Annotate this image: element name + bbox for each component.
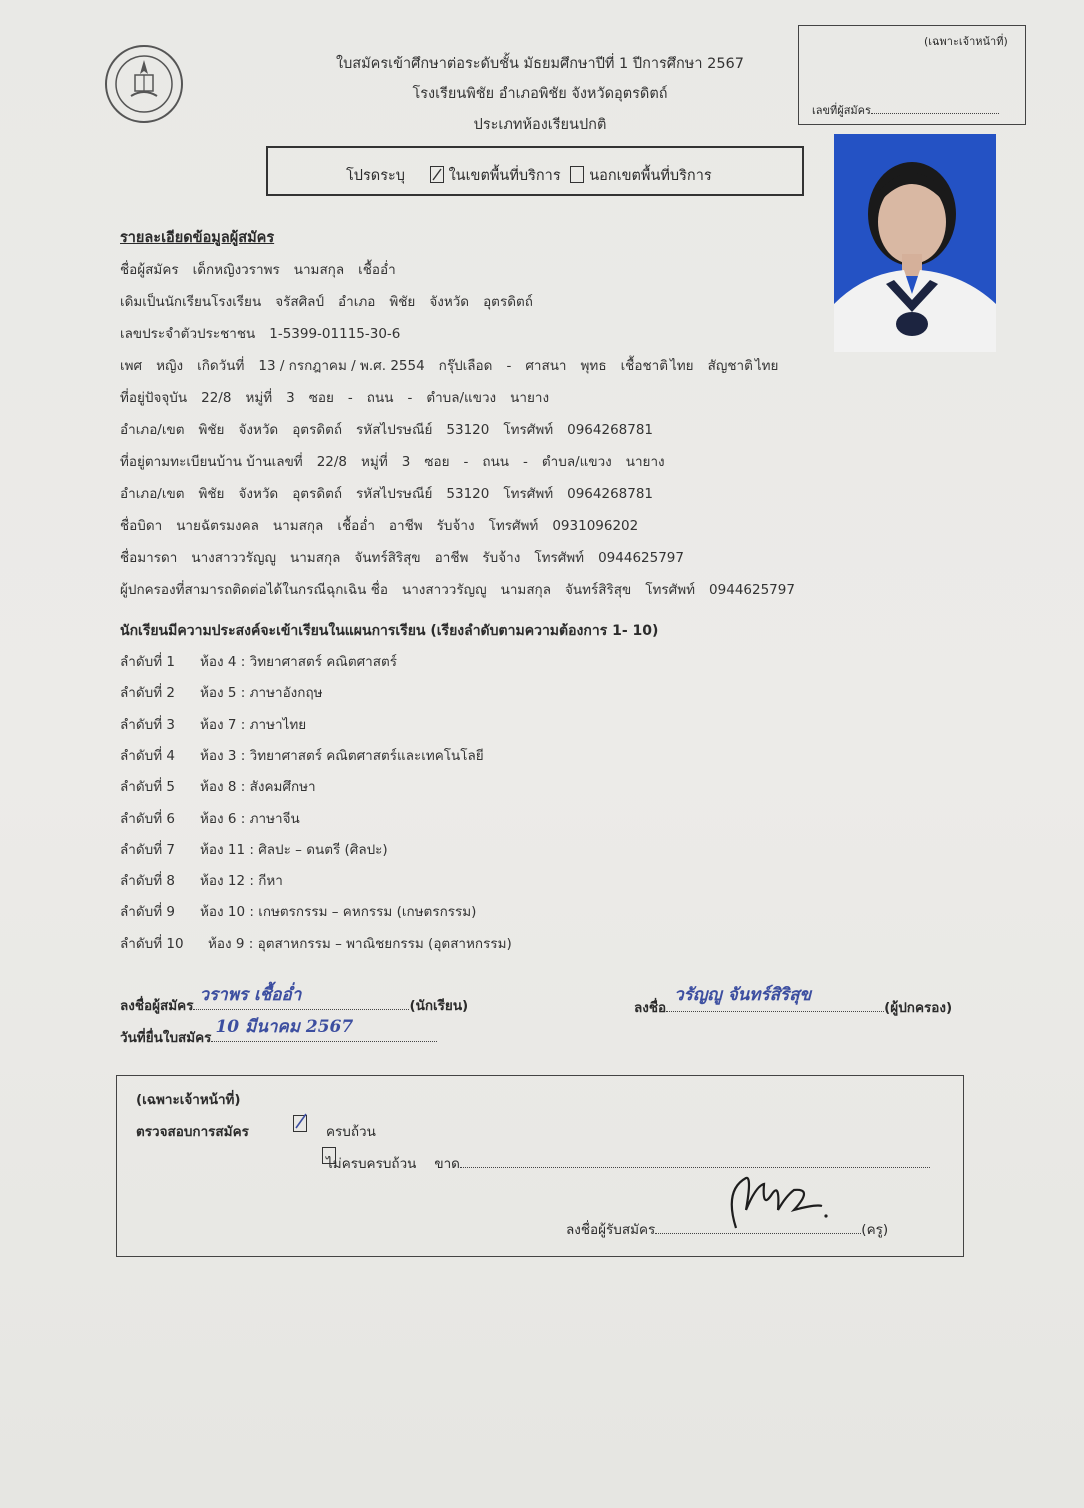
receiver-signature-scribble (716, 1170, 836, 1234)
applicant-number-field[interactable]: เลขที่ผู้สมัคร (812, 101, 999, 119)
plan-choice-item (120, 681, 323, 703)
plan-choice-rank: ลำดับที่ 10 (120, 935, 184, 952)
zone-label: โปรดระบุ (346, 168, 405, 184)
name-row: ชื่อผู้สมัคร เด็กหญิงวราพร นามสกุล เชื้ออ่ำ (120, 262, 396, 278)
complete-checkbox[interactable] (293, 1115, 307, 1132)
plan-choice-room: ห้อง 10 : เกษตรกรรม – คหกรรม (เกษตรกรรม) (200, 904, 477, 921)
plan-choice-rank: ลำดับที่ 8 (120, 873, 175, 890)
plan-choice-rank: ลำดับที่ 3 (120, 716, 175, 733)
zone-out-checkbox[interactable] (570, 166, 584, 183)
plan-choice-item (120, 900, 476, 922)
school-seal-icon (104, 44, 184, 124)
zone-selection (346, 164, 712, 187)
plan-choice-rank: ลำดับที่ 9 (120, 904, 175, 921)
plan-choice-item (120, 838, 388, 860)
plan-choice-item (120, 869, 283, 891)
staff-title: (เฉพาะเจ้าหน้าที่) (136, 1092, 241, 1108)
complete-label: ครบถ้วน (326, 1124, 376, 1140)
plan-choice-room: ห้อง 7 : ภาษาไทย (200, 716, 307, 733)
plan-choice-room: ห้อง 9 : อุตสาหกรรม – พาณิชยกรรม (อุตสาหกรรม) (208, 935, 512, 952)
id-row: เลขประจำตัวประชาชน 1-5399-01115-30-6 (120, 326, 401, 342)
zone-in-label: ในเขตพื้นที่บริการ (448, 168, 561, 184)
plan-choice-item (120, 650, 397, 672)
registered-address-row: ที่อยู่ตามทะเบียนบ้าน บ้านเลขที่ 22/8 หมู่ที่ 3 ซอย - ถนน - ตำบล/แขวง นายาง (120, 454, 665, 470)
applicant-signature-row: ลงชื่อผู้สมัคร วราพร เชื้ออ่ำ (นักเรียน) (120, 994, 468, 1016)
school-row: เดิมเป็นนักเรียนโรงเรียน จรัสศิลป์ อำเภอ พิชัย จังหวัด อุตรดิตถ์ (120, 294, 533, 310)
mother-row: ชื่อมารดา นางสาววรัญญู นามสกุล จันทร์สิริสุข อาชีพ รับจ้าง โทรศัพท์ 0944625797 (120, 550, 684, 566)
plan-choice-item (120, 775, 316, 797)
office-use-note: (เฉพาะเจ้าหน้าที่) (924, 35, 1008, 48)
plan-choice-room: ห้อง 6 : ภาษาจีน (200, 810, 300, 827)
applicant-section-title: รายละเอียดข้อมูลผู้สมัคร (120, 230, 275, 246)
check-label: ตรวจสอบการสมัคร (136, 1124, 249, 1140)
plan-choice-rank: ลำดับที่ 4 (120, 747, 175, 764)
submission-date: 10 มีนาคม 2567 (215, 1017, 354, 1037)
registered-address-row-2: อำเภอ/เขต พิชัย จังหวัด อุตรดิตถ์ รหัสไปรษณีย์ 53120 โทรศัพท์ 0964268781 (120, 486, 654, 502)
zone-out-label: นอกเขตพื้นที่บริการ (589, 168, 712, 184)
personal-row: เพศ หญิง เกิดวันที่ 13 / กรกฎาคม / พ.ศ. 2554 กรุ๊ปเลือด - ศาสนา พุทธ เชื้อชาติ ไทย สัญชาติ ไทย (120, 358, 779, 374)
plan-choice-room: ห้อง 5 : ภาษาอังกฤษ (200, 685, 323, 702)
plan-choice-item (120, 807, 300, 829)
plan-choice-item (120, 932, 512, 954)
incomplete-row: ไม่ครบครบถ้วน ขาด (326, 1152, 930, 1174)
applicant-photo (834, 134, 996, 352)
plan-choice-rank: ลำดับที่ 6 (120, 810, 175, 827)
plan-choice-rank: ลำดับที่ 2 (120, 685, 175, 702)
receiver-signature-row: ลงชื่อผู้รับสมัคร (ครู) (566, 1222, 889, 1238)
guardian-signature: วรัญญู จันทร์สิริสุข (674, 985, 812, 1005)
plan-choice-rank: ลำดับที่ 7 (120, 841, 175, 858)
plan-choice-rank: ลำดับที่ 5 (120, 779, 175, 796)
applicant-signature: วราพร เชื้ออ่ำ (199, 985, 302, 1005)
room-type: ประเภทห้องเรียนปกติ (473, 117, 607, 133)
plan-section-title: นักเรียนมีความประสงค์จะเข้าเรียนในแผนการเรียน (เรียงลำดับตามความต้องการ 1- 10) (120, 623, 659, 639)
address-row: ที่อยู่ปัจจุบัน 22/8 หมู่ที่ 3 ซอย - ถนน - ตำบล/แขวง นายาง (120, 390, 550, 406)
date-row: วันที่ยื่นใบสมัคร 10 มีนาคม 2567 (120, 1026, 437, 1048)
form-title: ใบสมัครเข้าศึกษาต่อระดับชั้น มัธยมศึกษาปีที่ 1 ปีการศึกษา 2567 (335, 56, 745, 72)
plan-choice-room: ห้อง 11 : ศิลปะ – ดนตรี (ศิลปะ) (200, 841, 388, 858)
plan-choice-room: ห้อง 4 : วิทยาศาสตร์ คณิตศาสตร์ (200, 654, 398, 670)
plan-choice-item (120, 744, 484, 766)
guardian-row: ผู้ปกครองที่สามารถติดต่อได้ในกรณีฉุกเฉิน ชื่อ นางสาววรัญญู นามสกุล จันทร์สิริสุข โทรศัพท์ 0944625797 (120, 582, 795, 598)
school-name: โรงเรียนพิชัย อำเภอพิชัย จังหวัดอุตรดิตถ์ (412, 86, 668, 102)
zone-in-checkbox[interactable] (430, 166, 444, 183)
father-row: ชื่อบิดา นายฉัตรมงคล นามสกุล เชื้ออ่ำ อาชีพ รับจ้าง โทรศัพท์ 0931096202 (120, 518, 639, 534)
guardian-signature-row: ลงชื่อ วรัญญู จันทร์สิริสุข (ผู้ปกครอง) (634, 996, 952, 1018)
plan-choice-room: ห้อง 12 : กีหา (200, 873, 283, 890)
plan-choice-room: ห้อง 3 : วิทยาศาสตร์ คณิตศาสตร์และเทคโนโลยี (200, 747, 484, 764)
address-row-2: อำเภอ/เขต พิชัย จังหวัด อุตรดิตถ์ รหัสไปรษณีย์ 53120 โทรศัพท์ 0964268781 (120, 422, 654, 438)
plan-choice-rank: ลำดับที่ 1 (120, 654, 175, 670)
plan-choice-item (120, 713, 306, 735)
plan-choice-room: ห้อง 8 : สังคมศึกษา (200, 779, 316, 796)
